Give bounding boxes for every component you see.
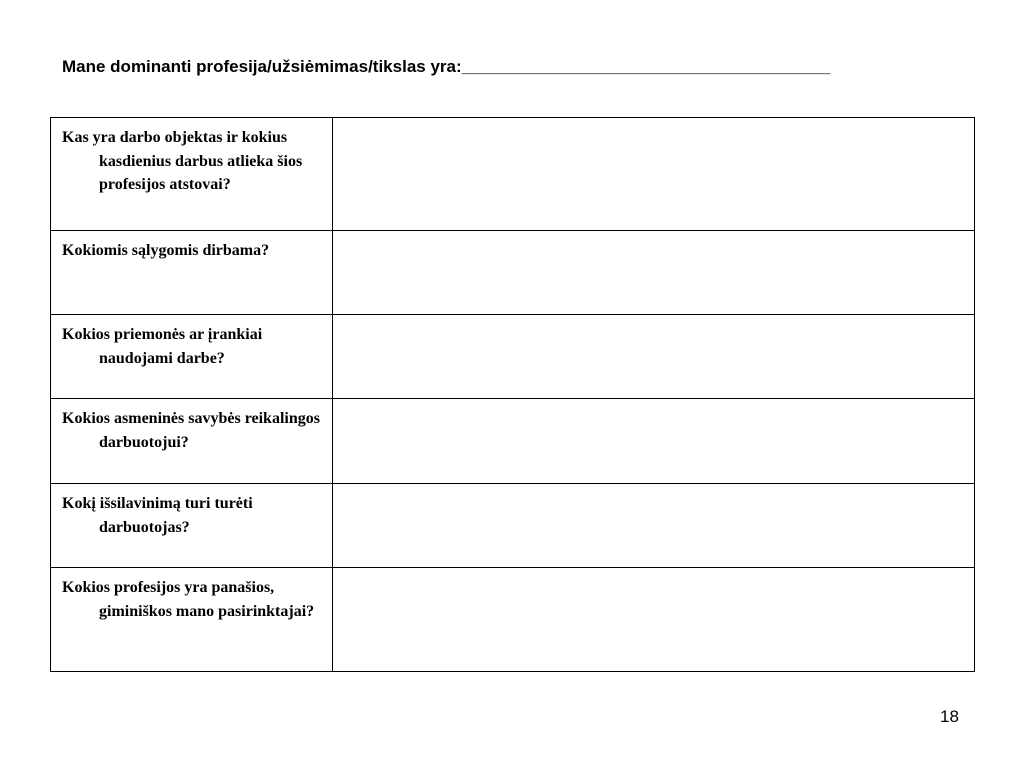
profession-worksheet-table	[50, 117, 975, 672]
table-row	[51, 484, 975, 568]
question-cell	[51, 231, 333, 315]
question-cell	[51, 568, 333, 672]
table-row	[51, 315, 975, 399]
answer-cell[interactable]	[333, 399, 975, 484]
question-text: Kokios profesijos yra panašios, giminiškos mano pasirinktajai?	[62, 579, 315, 620]
page-number: 18	[940, 707, 959, 726]
table-row	[51, 231, 975, 315]
table-row	[51, 399, 975, 484]
question-cell	[51, 399, 333, 484]
answer-cell[interactable]	[333, 315, 975, 399]
question-cell	[51, 484, 333, 568]
question-text: Kokios asmeninės savybės reikalingos darbuotojui?	[62, 410, 320, 451]
question-text: Kas yra darbo objektas ir kokius kasdienius darbus atlieka šios profesijos atstovai?	[62, 129, 303, 193]
question-cell	[51, 118, 333, 231]
answer-cell[interactable]	[333, 568, 975, 672]
answer-cell[interactable]	[333, 118, 975, 231]
question-text: Kokiomis sąlygomis dirbama?	[62, 242, 270, 259]
answer-cell[interactable]	[333, 231, 975, 315]
table-row	[51, 118, 975, 231]
question-cell	[51, 315, 333, 399]
answer-cell[interactable]	[333, 484, 975, 568]
question-text: Kokį išsilavinimą turi turėti darbuotojas?	[62, 495, 253, 536]
page-heading: Mane dominanti profesija/užsiėmimas/tikslas yra:_______________________________________	[62, 57, 831, 76]
table-row	[51, 568, 975, 672]
question-text: Kokios priemonės ar įrankiai naudojami darbe?	[62, 326, 263, 367]
